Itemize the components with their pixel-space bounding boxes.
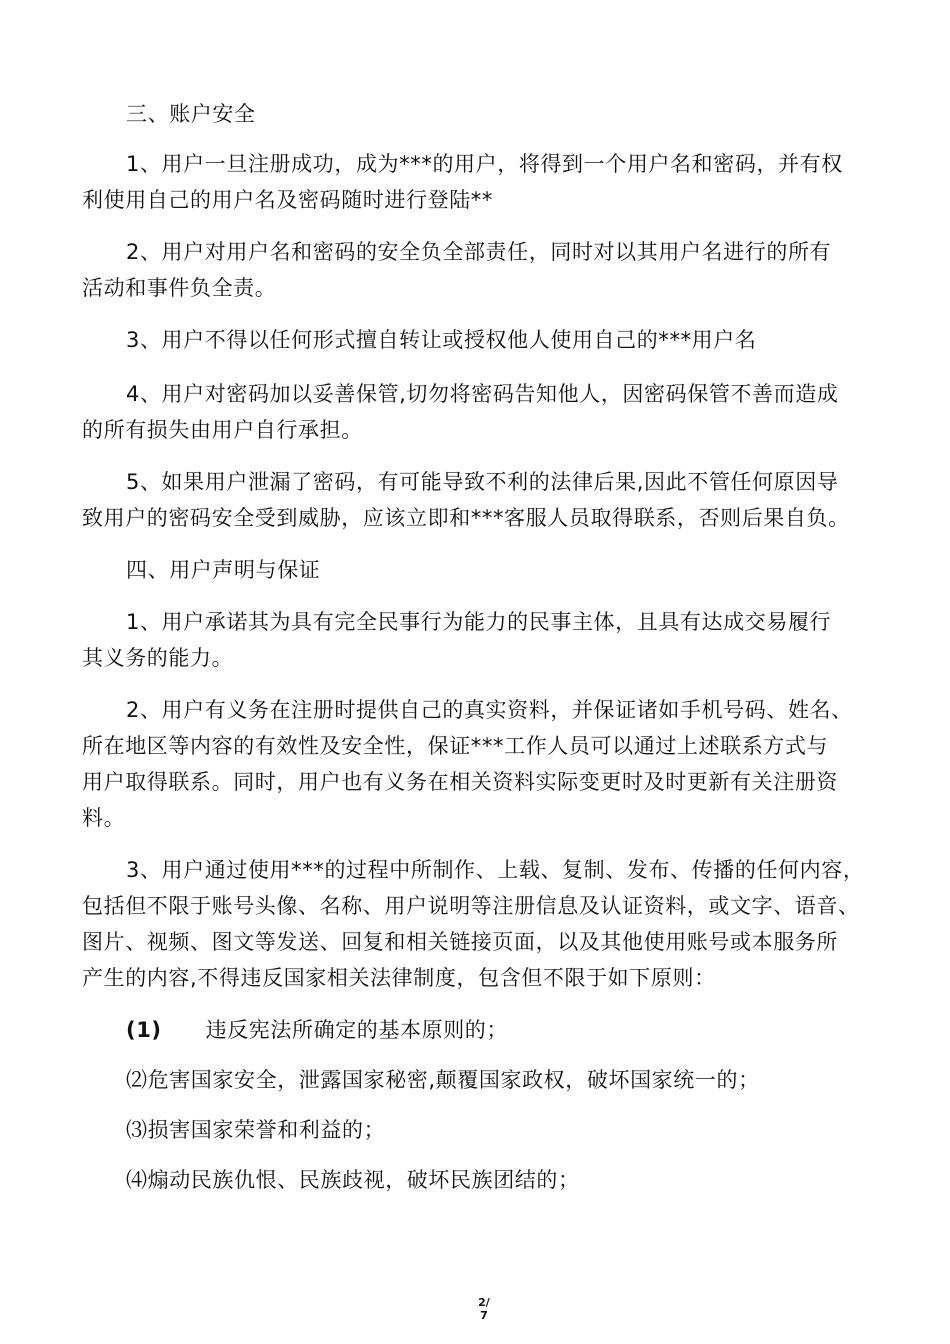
principle-item — [126, 1162, 580, 1198]
paragraph — [82, 376, 882, 448]
paragraph — [82, 146, 882, 218]
paragraph-line: 其义务的能力。 — [82, 646, 234, 670]
heading-text: 四、用户声明与保证 — [126, 558, 321, 582]
paragraph-line: 致用户的密码安全受到威胁，应该立即和***客服人员取得联系，否则后果自负。 — [82, 506, 850, 530]
paragraph-line: 利使用自己的用户名及密码随时进行登陆** — [82, 188, 493, 212]
paragraph — [82, 852, 882, 996]
page-number — [474, 1296, 494, 1322]
item-text: 损害国家荣誉和利益的； — [147, 1118, 386, 1142]
item-number: ⑷ — [126, 1168, 148, 1192]
paragraph — [82, 322, 882, 358]
paragraph-line: 产生的内容,不得违反国家相关法律制度，包含但不限于如下原则： — [82, 966, 716, 990]
paragraph-line: 5、如果用户泄漏了密码，有可能导致不利的法律后果,因此不管任何原因导 — [126, 470, 839, 494]
item-text: 违反宪法所确定的基本原则的； — [205, 1018, 509, 1042]
paragraph-line: 4、用户对密码加以妥善保管,切勿将密码告知他人，因密码保管不善而造成 — [126, 382, 839, 406]
principle-item — [126, 1012, 508, 1048]
paragraph — [82, 234, 882, 306]
section-heading-account-security — [82, 96, 882, 132]
heading-text: 三、账户安全 — [126, 102, 256, 126]
paragraph-line: 2、用户对用户名和密码的安全负全部责任，同时对以其用户名进行的所有 — [126, 240, 832, 264]
principle-item — [126, 1062, 760, 1098]
paragraph-line: 包括但不限于账号头像、名称、用户说明等注册信息及认证资料，或文字、语音、 — [82, 894, 860, 918]
paragraph-line: 1、用户一旦注册成功，成为***的用户，将得到一个用户名和密码，并有权 — [126, 152, 843, 176]
paragraph — [82, 692, 882, 836]
principle-item — [126, 1112, 385, 1148]
item-text: 危害国家安全，泄露国家秘密,颠覆国家政权，破坏国家统一的； — [147, 1068, 760, 1092]
paragraph-line: 的所有损失由用户自行承担。 — [82, 418, 363, 442]
paragraph-line: 料。 — [82, 806, 126, 830]
item-text: 煽动民族仇恨、民族歧视，破坏民族团结的； — [147, 1168, 580, 1192]
page-number-top: 2/ — [478, 1296, 490, 1309]
paragraph-line: 1、用户承诺其为具有完全民事行为能力的民事主体，且具有达成交易履行 — [126, 610, 832, 634]
item-number: (1) — [126, 1018, 162, 1042]
paragraph-line: 2、用户有义务在注册时提供自己的真实资料，并保证诸如手机号码、姓名、 — [126, 698, 853, 722]
item-number: ⑶ — [126, 1118, 148, 1142]
item-number: ⑵ — [126, 1068, 148, 1092]
paragraph-line: 活动和事件负全责。 — [82, 276, 277, 300]
paragraph-line: 所在地区等内容的有效性及安全性，保证***工作人员可以通过上述联系方式与 — [82, 734, 829, 758]
paragraph-line: 3、用户通过使用***的过程中所制作、上载、复制、发布、传播的任何内容， — [126, 858, 865, 882]
paragraph — [82, 604, 882, 676]
paragraph-line: 图片、视频、图文等发送、回复和相关链接页面，以及其他使用账号或本服务所 — [82, 930, 838, 954]
page-number-bottom: 7 — [480, 1309, 488, 1322]
paragraph-line: 3、用户不得以任何形式擅自转让或授权他人使用自己的***用户名 — [126, 328, 757, 352]
paragraph-line: 用户取得联系。同时，用户也有义务在相关资料实际变更时及时更新有关注册资 — [82, 770, 838, 794]
paragraph — [82, 464, 882, 536]
section-heading-user-statement — [82, 552, 882, 588]
